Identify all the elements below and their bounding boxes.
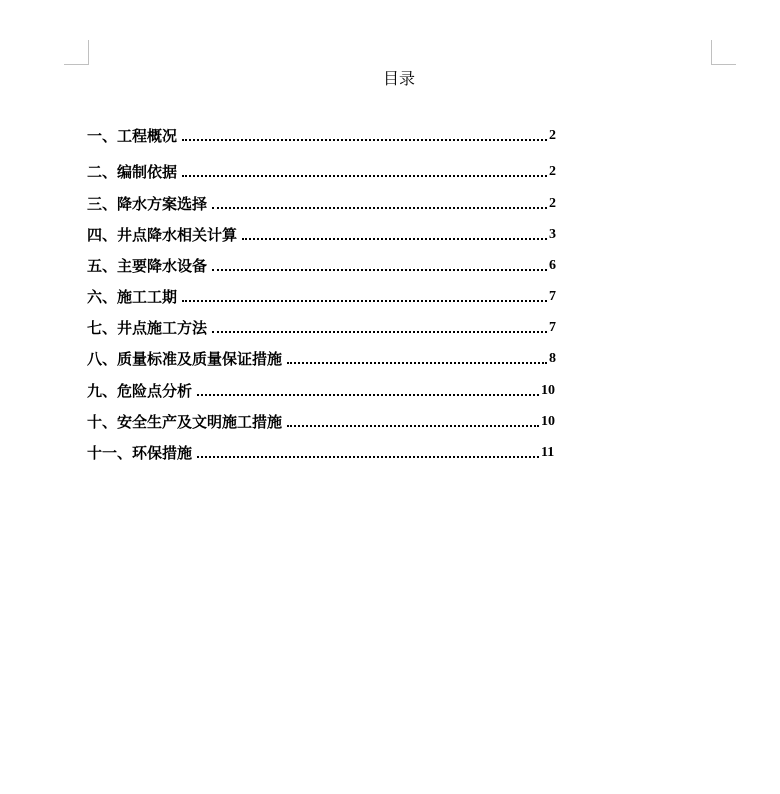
page-corner-mark-top-right: [711, 40, 736, 65]
toc-entry-label: 七、井点施工方法: [87, 319, 208, 337]
toc-entry-label: 九、危险点分析: [87, 382, 193, 400]
toc-entry-label: 四、井点降水相关计算: [87, 226, 238, 244]
page-corner-mark-top-left: [64, 40, 89, 65]
toc-entry-label: 十一、环保措施: [87, 444, 193, 462]
toc-leader-dots: [182, 300, 547, 302]
toc-page-number: 10: [541, 383, 555, 398]
toc-entry-label: 六、施工工期: [87, 288, 178, 306]
toc-entry-label: 二、编制依据: [87, 163, 178, 181]
toc-page-number: 11: [541, 445, 555, 460]
toc-page-number: 7: [549, 320, 556, 335]
toc-leader-dots: [182, 139, 547, 141]
toc-leader-dots: [212, 331, 547, 333]
toc-page-number: 8: [549, 351, 556, 366]
toc-leader-dots: [182, 175, 547, 177]
document-title: 目录: [382, 69, 415, 88]
toc-page-number: 3: [549, 227, 556, 242]
toc-entry-label: 八、质量标准及质量保证措施: [87, 350, 283, 368]
toc-leader-dots: [197, 394, 539, 396]
toc-page-number: 2: [549, 128, 556, 143]
toc-entry-label: 十、安全生产及文明施工措施: [87, 413, 283, 431]
toc-page-number: 7: [549, 289, 556, 304]
toc-leader-dots: [287, 425, 539, 427]
toc-page-number: 2: [549, 164, 556, 179]
toc-entry-label: 五、主要降水设备: [87, 257, 208, 275]
toc-page-number: 6: [549, 258, 556, 273]
toc-leader-dots: [197, 456, 539, 458]
toc-leader-dots: [287, 362, 547, 364]
toc-entry-label: 一、工程概况: [87, 127, 178, 145]
toc-page-number: 2: [549, 196, 556, 211]
toc-leader-dots: [212, 207, 547, 209]
toc-page-number: 10: [541, 414, 555, 429]
toc-leader-dots: [242, 238, 547, 240]
toc-leader-dots: [212, 269, 547, 271]
toc-entry-label: 三、降水方案选择: [87, 195, 208, 213]
